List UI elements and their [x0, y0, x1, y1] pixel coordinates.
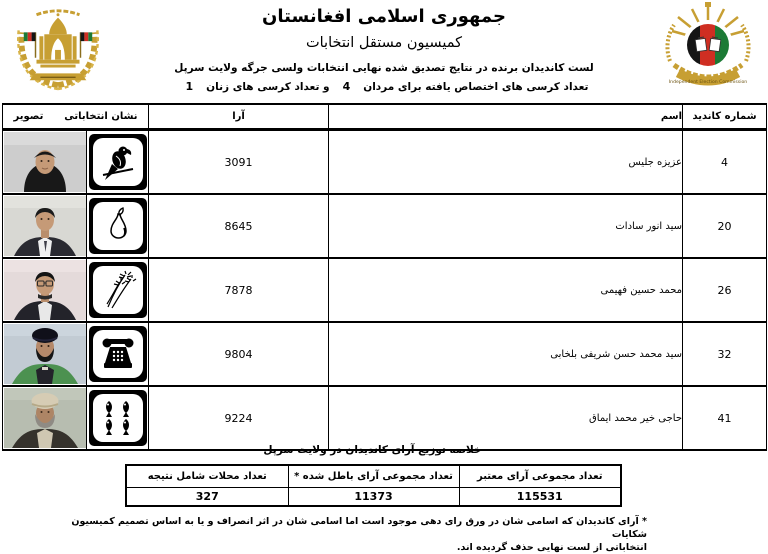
summary-invalid-votes-label: تعداد مجموعی آرای باطل شده * [288, 465, 459, 488]
header-symbol: نشان انتخاباتی [64, 111, 138, 122]
header-symbol-photo [3, 104, 149, 130]
candidate-votes: 9224 [149, 386, 329, 450]
header-candidate-number: شماره کاندید [683, 104, 767, 130]
candidate-photo [4, 196, 86, 256]
wheat-icon [98, 270, 138, 310]
candidate-name: عزیزه جلیس [329, 130, 683, 195]
header-votes: آرا [149, 104, 329, 130]
list-title: لست کاندیدان برنده در نتایج تصدیق شده نهایی انتخابات ولسی جرگه ولایت سرپل [174, 62, 594, 74]
candidate-votes: 3091 [149, 130, 329, 195]
candidate-name: حاجی خیر محمد ایماق [329, 386, 683, 450]
candidate-row [3, 130, 767, 195]
summary-values-row [126, 488, 621, 507]
header-photo: تصویر [13, 111, 44, 122]
parrot-icon [98, 142, 138, 182]
seats-men-label: تعداد کرسی های اختصاص یافته برای مردان [363, 80, 589, 93]
summary-title: خلاصه توزیع آرای کاندیدان در ولایت سرپل [263, 444, 482, 456]
candidate-number: 41 [683, 386, 767, 450]
footnote-line-1: * آرای کاندیدان که اسامی شان در ورق رای دهی موجود است اما اسامی شان در اثر انصراف و یا به اساس تصمیم کمیسیون شکایات [71, 516, 647, 540]
candidate-photo [4, 260, 86, 320]
seats-men-count: 4 [342, 80, 351, 93]
symbol-cell [87, 194, 149, 258]
candidate-row [3, 386, 767, 450]
commission-title: کمیسیون مستقل انتخابات [305, 35, 463, 51]
photo-cell [3, 386, 87, 450]
fish-icon [98, 398, 138, 438]
telephone-icon [98, 334, 138, 374]
candidate-number: 4 [683, 130, 767, 195]
candidate-row [3, 194, 767, 258]
candidate-photo [4, 324, 86, 384]
candidate-row [3, 322, 767, 386]
seats-women-count: 1 [185, 80, 194, 93]
photo-cell [3, 258, 87, 322]
candidate-name: سید محمد حسن شریفی بلخابی [329, 322, 683, 386]
results-table [2, 103, 767, 451]
footnote [40, 515, 647, 554]
candidate-photo [4, 388, 86, 448]
summary-valid-votes-value: 115531 [459, 488, 621, 507]
candidate-name: محمد حسین فهیمی [329, 258, 683, 322]
results-header-row [3, 104, 767, 130]
candidate-name: سید انور سادات [329, 194, 683, 258]
symbol-cell [87, 258, 149, 322]
candidate-row [3, 258, 767, 322]
seats-line [0, 80, 768, 93]
header-name: اسم [329, 104, 683, 130]
seats-women-label: و تعداد کرسی های زنان [206, 80, 330, 93]
summary-polling-stations-label: تعداد محلات شامل نتیجه [126, 465, 288, 488]
summary-table [125, 464, 622, 507]
candidate-votes: 8645 [149, 194, 329, 258]
summary-valid-votes-label: تعداد مجموعی آرای معتبر [459, 465, 621, 488]
candidate-votes: 7878 [149, 258, 329, 322]
candidate-number: 26 [683, 258, 767, 322]
country-title: جمهوری اسلامی افغانستان [262, 6, 506, 27]
footnote-line-2: انتخاباتی از لست نهایی حذف گردیده اند. [456, 542, 647, 553]
iec-logo-text: Independent Election Commission [668, 80, 748, 85]
summary-invalid-votes-value: 11373 [288, 488, 459, 507]
photo-cell [3, 322, 87, 386]
symbol-cell [87, 322, 149, 386]
photo-cell [3, 130, 87, 195]
candidate-number: 32 [683, 322, 767, 386]
summary-polling-stations-value: 327 [126, 488, 288, 507]
candidate-votes: 9804 [149, 322, 329, 386]
candidate-photo [4, 132, 86, 192]
candidate-number: 20 [683, 194, 767, 258]
pear-icon [98, 206, 138, 246]
symbol-cell [87, 130, 149, 195]
photo-cell [3, 194, 87, 258]
symbol-cell [87, 386, 149, 450]
summary-header-row [126, 465, 621, 488]
